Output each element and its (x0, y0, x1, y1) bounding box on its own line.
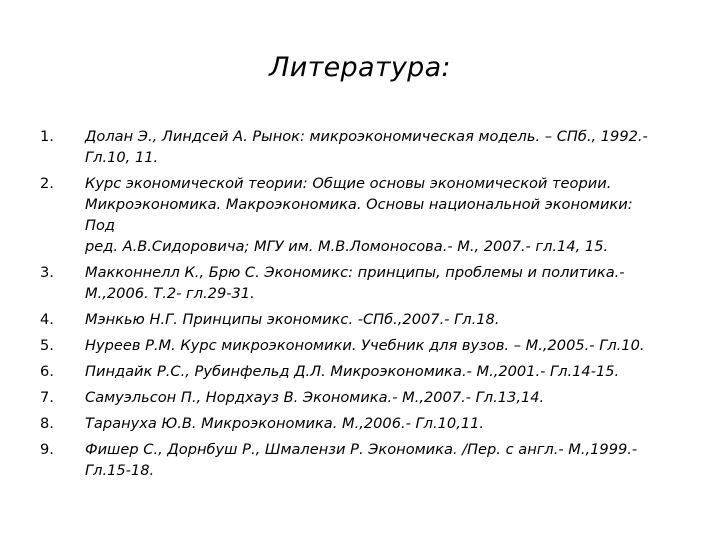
reference-item (40, 309, 665, 330)
reference-text (85, 262, 665, 304)
reference-text (85, 439, 665, 481)
reference-line: М.,2006. Т.2- гл.29-31. (85, 285, 255, 302)
reference-item (40, 335, 665, 356)
reference-text (85, 361, 665, 382)
reference-line: Мэнкью Н.Г. Принципы экономикс. -СПб.,2007.- Гл.18. (85, 311, 500, 328)
reference-item (40, 413, 665, 434)
reference-number: 2. (40, 175, 54, 192)
reference-line: Тарануха Ю.В. Микроэкономика. М.,2006.- Гл.10,11. (85, 415, 485, 432)
reference-line: Пиндайк Р.С., Рубинфельд Д.Л. Микроэкономика.- М.,2001.- Гл.14-15. (85, 363, 620, 380)
reference-text (85, 309, 665, 330)
reference-number: 5. (40, 337, 54, 354)
reference-list (40, 126, 665, 486)
reference-number: 6. (40, 363, 54, 380)
reference-line: ред. А.В.Сидоровича; МГУ им. М.В.Ломоносова.- М., 2007.- гл.14, 15. (85, 238, 609, 255)
reference-text (85, 413, 665, 434)
reference-line: Микроэкономика. Макроэкономика. Основы национальной экономики: Под (85, 196, 633, 234)
reference-line: Гл.15-18. (85, 462, 155, 479)
reference-text (85, 173, 665, 257)
reference-number: 3. (40, 264, 54, 281)
reference-item (40, 361, 665, 382)
reference-line: Самуэльсон П., Нордхауз В. Экономика.- М.,2007.- Гл.13,14. (85, 389, 545, 406)
reference-item (40, 262, 665, 304)
reference-text (85, 335, 665, 356)
reference-line: Макконнелл К., Брю С. Экономикс: принципы, проблемы и политика.- (85, 264, 625, 281)
reference-text (85, 387, 665, 408)
slide-title: Литература: (269, 52, 451, 83)
reference-line: Фишер С., Дорнбуш Р., Шмалензи Р. Экономика. /Пер. с англ.- М.,1999.- (85, 441, 638, 458)
reference-item (40, 173, 665, 257)
reference-line: Нуреев Р.М. Курс микроэкономики. Учебник для вузов. – М.,2005.- Гл.10. (85, 337, 645, 354)
reference-number: 8. (40, 415, 54, 432)
reference-text (85, 126, 665, 168)
reference-item (40, 439, 665, 481)
reference-number: 9. (40, 441, 54, 458)
reference-item (40, 126, 665, 168)
reference-number: 4. (40, 311, 54, 328)
reference-number: 1. (40, 128, 54, 145)
reference-item (40, 387, 665, 408)
reference-line: Долан Э., Линдсей А. Рынок: микроэкономическая модель. – СПб., 1992.- (85, 128, 648, 145)
reference-line: Курс экономической теории: Общие основы экономической теории. (85, 175, 612, 192)
reference-line: Гл.10, 11. (85, 149, 159, 166)
reference-number: 7. (40, 389, 54, 406)
